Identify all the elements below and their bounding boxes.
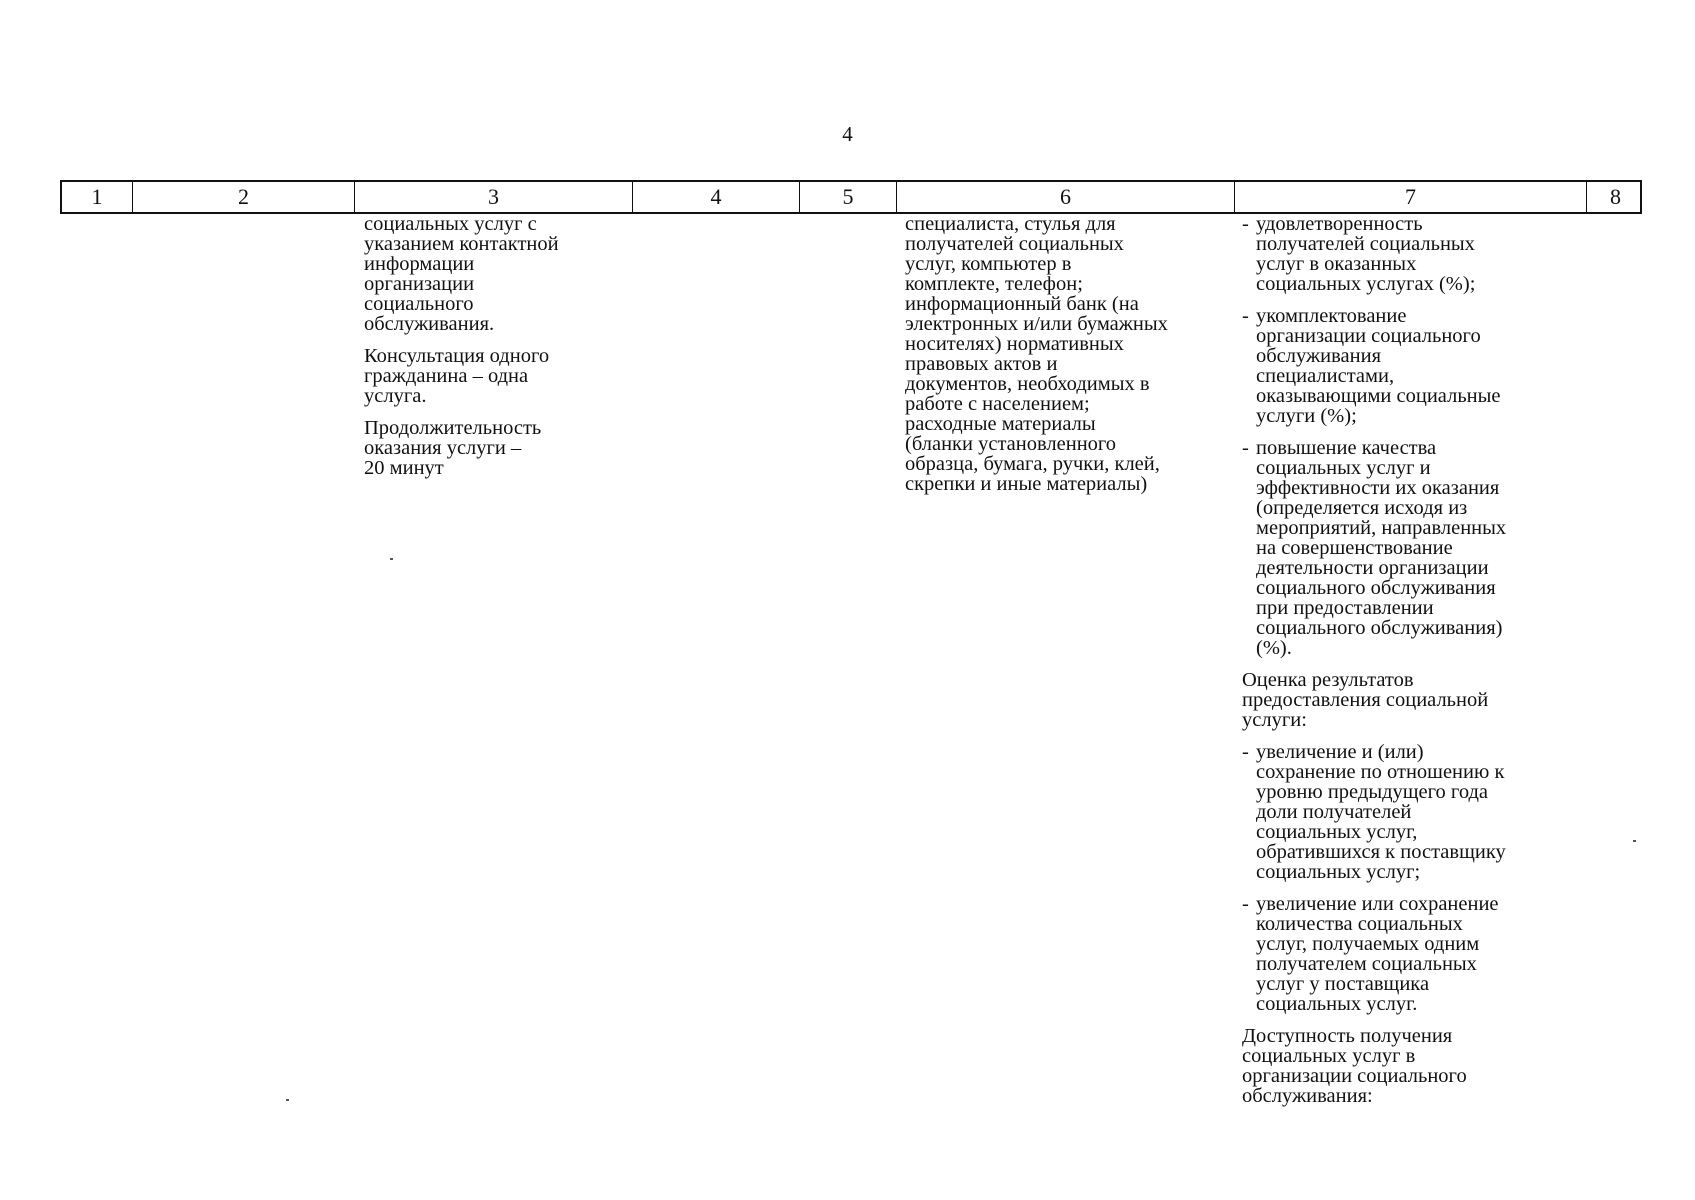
text-line: социального bbox=[364, 293, 474, 315]
text-line: обслуживания bbox=[1256, 345, 1382, 367]
header-cell-2: 2 bbox=[133, 182, 355, 212]
text-line: информационный банк (на bbox=[905, 293, 1139, 315]
text-line: получателем социальных bbox=[1256, 953, 1477, 975]
dash-marker: - bbox=[1242, 893, 1249, 915]
text-line: деятельности организации bbox=[1256, 557, 1489, 579]
text-line: обслуживания. bbox=[364, 313, 495, 335]
scan-speck bbox=[1633, 840, 1636, 842]
text-line: указанием контактной bbox=[364, 233, 559, 255]
text-line: услуг, компьютер в bbox=[905, 253, 1072, 275]
text-line: специалиста, стулья для bbox=[905, 213, 1116, 235]
text-line: информации bbox=[364, 253, 475, 275]
text-line: услуги: bbox=[1242, 709, 1307, 731]
scan-speck bbox=[390, 558, 393, 560]
evaluation-heading bbox=[1242, 670, 1572, 730]
text-line: повышение качества bbox=[1256, 437, 1437, 459]
text-line: (определяется исходя из bbox=[1256, 497, 1468, 519]
text-line: увеличение и (или) bbox=[1256, 741, 1424, 763]
text-line: количества социальных bbox=[1256, 913, 1463, 935]
text-line: оказывающими социальные bbox=[1256, 385, 1501, 407]
header-cell-8: 8 bbox=[1610, 184, 1621, 209]
page-number: 4 bbox=[842, 122, 853, 146]
scan-speck bbox=[286, 1099, 289, 1101]
text-line: Продолжительность bbox=[364, 417, 542, 439]
service-description bbox=[364, 214, 614, 334]
text-line: социальных услуг. bbox=[1256, 993, 1418, 1015]
text-line: уровню предыдущего года bbox=[1256, 781, 1489, 803]
text-line: гражданина – одна bbox=[364, 365, 529, 387]
text-line: мероприятий, направленных bbox=[1256, 517, 1507, 539]
text-line: правовых актов и bbox=[905, 353, 1058, 375]
column-3-content bbox=[364, 214, 614, 490]
text-line: социальных услуг в bbox=[1242, 1045, 1416, 1067]
text-line: расходные материалы bbox=[905, 413, 1096, 435]
text-line: социальных услуг с bbox=[364, 213, 537, 235]
text-line: социального обслуживания) bbox=[1256, 617, 1503, 639]
dash-marker: - bbox=[1242, 437, 1249, 459]
text-line: услуг в оказанных bbox=[1256, 253, 1417, 275]
text-line: услуг, получаемых одним bbox=[1256, 933, 1480, 955]
text-line: увеличение или сохранение bbox=[1256, 893, 1499, 915]
text-line: (%). bbox=[1256, 637, 1292, 659]
table-header-row bbox=[60, 180, 1642, 214]
text-line: услуга. bbox=[364, 385, 427, 407]
header-cell-7: 7 bbox=[1235, 182, 1587, 212]
text-line: обслуживания: bbox=[1242, 1085, 1373, 1107]
text-line: организации социального bbox=[1256, 325, 1481, 347]
header-cell-1: 1 bbox=[62, 182, 133, 212]
text-line: на совершенствование bbox=[1256, 537, 1453, 559]
text-line: специалистами, bbox=[1256, 365, 1395, 387]
text-line: услуги (%); bbox=[1256, 405, 1357, 427]
text-line: социальных услуг и bbox=[1256, 457, 1431, 479]
service-duration bbox=[364, 418, 614, 478]
text-line: обратившихся к поставщику bbox=[1256, 841, 1506, 863]
text-line: предоставления социальной bbox=[1242, 689, 1489, 711]
text-line: электронных и/или бумажных bbox=[905, 313, 1168, 335]
text-line: доли получателей bbox=[1256, 801, 1412, 823]
header-cell-3: 3 bbox=[355, 182, 633, 212]
text-line: документов, необходимых в bbox=[905, 373, 1150, 395]
text-line: Оценка результатов bbox=[1242, 669, 1414, 691]
text-line: работе с населением; bbox=[905, 393, 1090, 415]
text-line: сохранение по отношению к bbox=[1256, 761, 1505, 783]
text-line: социальных услуг; bbox=[1256, 861, 1421, 883]
list-item bbox=[1242, 438, 1572, 658]
header-cell-4: 4 bbox=[633, 182, 800, 212]
text-line: социальных услугах (%); bbox=[1256, 273, 1476, 295]
text-line: носителях) нормативных bbox=[905, 333, 1124, 355]
text-line: удовлетворенность bbox=[1256, 213, 1423, 235]
text-line: 20 минут bbox=[364, 457, 444, 479]
text-line: Доступность получения bbox=[1242, 1025, 1453, 1047]
text-line: Консультация одного bbox=[364, 345, 550, 367]
list-item bbox=[1242, 214, 1572, 294]
text-line: социальных услуг, bbox=[1256, 821, 1418, 843]
text-line: образца, бумага, ручки, клей, bbox=[905, 453, 1160, 475]
dash-marker: - bbox=[1242, 305, 1249, 327]
text-line: получателей социальных bbox=[1256, 233, 1475, 255]
text-line: услуг у поставщика bbox=[1256, 973, 1430, 995]
text-line: укомплектование bbox=[1256, 305, 1407, 327]
text-line: организации социального bbox=[1242, 1065, 1467, 1087]
dash-marker: - bbox=[1242, 741, 1249, 763]
text-line: социального обслуживания bbox=[1256, 577, 1496, 599]
header-cell-6: 6 bbox=[897, 182, 1235, 212]
list-item bbox=[1242, 742, 1572, 882]
header-cell-5: 5 bbox=[800, 182, 897, 212]
resources-list bbox=[905, 214, 1235, 494]
column-6-content bbox=[905, 214, 1235, 506]
list-item bbox=[1242, 306, 1572, 426]
text-line: скрепки и иные материалы) bbox=[905, 473, 1148, 495]
column-7-content bbox=[1242, 214, 1572, 1118]
list-item bbox=[1242, 894, 1572, 1014]
text-line: при предоставлении bbox=[1256, 597, 1434, 619]
text-line: организации bbox=[364, 273, 475, 295]
text-line: оказания услуги – bbox=[364, 437, 522, 459]
text-line: комплекте, телефон; bbox=[905, 273, 1083, 295]
dash-marker: - bbox=[1242, 213, 1249, 235]
accessibility-heading bbox=[1242, 1026, 1572, 1106]
text-line: (бланки установленного bbox=[905, 433, 1117, 455]
text-line: получателей социальных bbox=[905, 233, 1124, 255]
text-line: эффективности их оказания bbox=[1256, 477, 1500, 499]
service-unit bbox=[364, 346, 614, 406]
